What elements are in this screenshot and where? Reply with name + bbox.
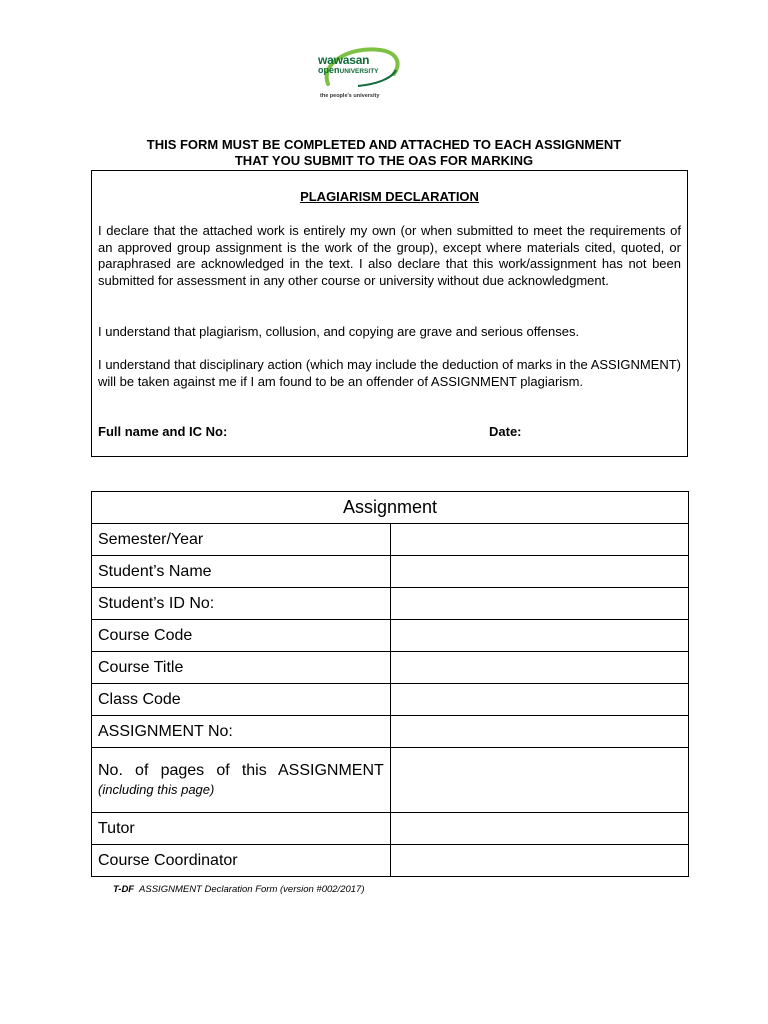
logo-university: UNIVERSITY (339, 68, 379, 75)
university-logo (318, 44, 402, 104)
student-name-label: Student’s Name (92, 556, 391, 588)
form-version-footer (113, 884, 365, 895)
table-row (92, 684, 689, 716)
semester-year-label: Semester/Year (92, 524, 391, 556)
class-code-label: Class Code (92, 684, 391, 716)
declaration-title: PLAGIARISM DECLARATION (300, 189, 479, 204)
fullname-ic-label: Full name and IC No: (98, 424, 228, 439)
class-code-field[interactable] (390, 684, 689, 716)
table-row (92, 716, 689, 748)
plagiarism-declaration-box (91, 170, 688, 457)
declaration-paragraph-1: I declare that the attached work is entirely my own (or when submitted to meet the requirements of an approved group assignment is the work of the group), except where materials cited, quoted, or paraphrased are acknowledged in the text. I also declare that this work/assignment has not been submitted for assessment in any other course or university without due acknowledgment. (98, 223, 681, 289)
page-count-label (92, 748, 391, 813)
course-title-label: Course Title (92, 652, 391, 684)
footer-code: T-DF (113, 884, 135, 895)
table-row (92, 748, 689, 813)
page-count-label-text: No. of pages of this ASSIGNMENT (98, 762, 384, 779)
table-row (92, 652, 689, 684)
tutor-field[interactable] (390, 813, 689, 845)
footer-text: ASSIGNMENT Declaration Form (version #002/2017) (139, 884, 365, 895)
table-row (92, 588, 689, 620)
logo-open: open (318, 65, 340, 75)
table-row (92, 845, 689, 877)
page-count-note: (including this page) (98, 782, 215, 797)
student-id-field[interactable] (390, 588, 689, 620)
table-row (92, 556, 689, 588)
semester-year-field[interactable] (390, 524, 689, 556)
form-instruction-header (92, 137, 676, 169)
table-row (92, 813, 689, 845)
course-code-field[interactable] (390, 620, 689, 652)
header-line-1: THIS FORM MUST BE COMPLETED AND ATTACHED TO EACH ASSIGNMENT (146, 137, 622, 152)
student-id-label: Student’s ID No: (92, 588, 391, 620)
page-count-field[interactable] (390, 748, 689, 813)
logo-name-line2 (318, 65, 379, 75)
tutor-label: Tutor (92, 813, 391, 845)
table-row (92, 620, 689, 652)
course-code-label: Course Code (92, 620, 391, 652)
course-title-field[interactable] (390, 652, 689, 684)
assignment-no-field[interactable] (390, 716, 689, 748)
declaration-paragraph-3: I understand that disciplinary action (which may include the deduction of marks in the ASSIGNMENT) will be taken against me if I am found to be an offender of ASSIGNMENT plagiarism. (98, 357, 681, 389)
assignment-details-table (91, 491, 689, 877)
assignment-no-label: ASSIGNMENT No: (92, 716, 391, 748)
course-coordinator-field[interactable] (390, 845, 689, 877)
assignment-table-heading: Assignment (92, 492, 689, 524)
date-label: Date: (489, 424, 522, 439)
header-line-2: THAT YOU SUBMIT TO THE OAS FOR MARKING (234, 153, 534, 168)
course-coordinator-label: Course Coordinator (92, 845, 391, 877)
logo-tagline: the people's university (320, 93, 380, 99)
logo-name-line1: wawasan (318, 53, 370, 67)
student-name-field[interactable] (390, 556, 689, 588)
declaration-paragraph-2: I understand that plagiarism, collusion, and copying are grave and serious offenses. (98, 324, 580, 339)
table-row (92, 524, 689, 556)
